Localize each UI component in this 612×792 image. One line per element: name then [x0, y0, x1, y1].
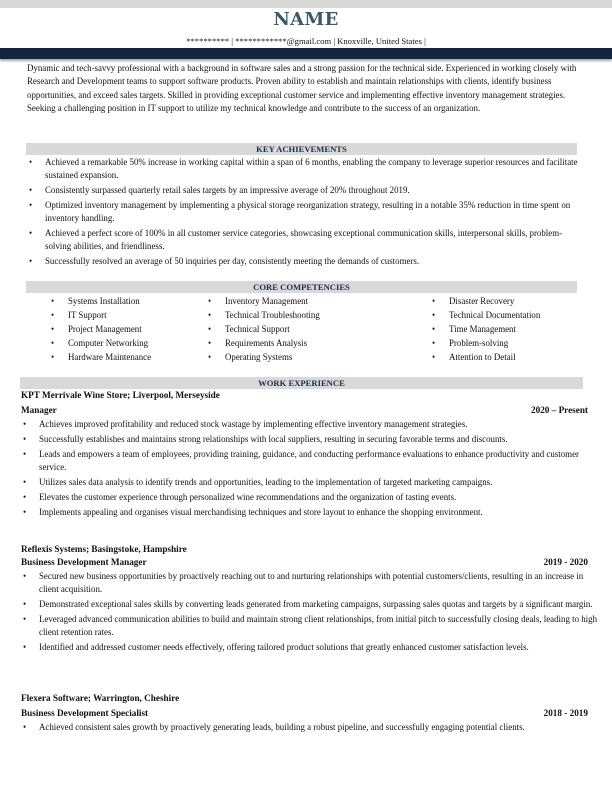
bullet-icon: •: [29, 256, 33, 267]
bullet-icon: •: [23, 491, 27, 502]
list-item: • Achieved consistent sales growth by proactively generating leads, building a robust pipeline, and successfully engaging potential clients.: [21, 721, 605, 734]
job-bullets: [21, 570, 605, 656]
professional-summary: Dynamic and tech-savvy professional with a background in software sales and a strong passion for the technical side. Experienced in working closely with Research and Development teams to support software products. Proven ability to establish and maintain relationships with clients, identify business opportunities, and exceed sales targets. Skilled in providing exceptional customer service and implementing effective inventory management strategies. Seeking a challenging position in IT support to utilize my technical knowledge and contribute to the success of an organization.: [27, 63, 577, 113]
bullet-icon: •: [23, 419, 27, 429]
section-heading-key-achievements: KEY ACHIEVEMENTS: [26, 143, 577, 155]
list-item: • Optimized inventory management by implementing a physical storage reorganization strategy, resulting in a notable 35% reduction in time spent on inventory handling.: [29, 199, 571, 224]
list-item: • Achieves improved profitability and reduced stock wastage by implementing effective inventory management strategies.: [21, 418, 589, 431]
bullet-icon: •: [29, 157, 33, 167]
job-dates: 2019 - 2020: [543, 557, 588, 567]
list-item: • Systems Installation: [51, 296, 140, 306]
list-item: • Achieved a remarkable 50% increase in working capital within a span of 6 months, enabling the company to leverage superior resources and facilitate sustained expansion.: [29, 157, 578, 181]
job-bullets: [21, 721, 605, 736]
list-item: • Leads and empowers a team of employees, providing training, guidance, and conducting performance evaluations to enhance productivity and customer service.: [23, 448, 579, 472]
bullet-icon: •: [208, 310, 212, 320]
list-item: • Problem-solving: [432, 338, 509, 348]
list-item: • IT Support: [51, 310, 107, 320]
bullet-icon: •: [51, 296, 55, 306]
list-item: • Identified and addressed customer needs effectively, offering tailored product solutions that greatly enhanced customer satisfaction levels.: [21, 641, 605, 654]
list-item: • Successfully resolved an average of 50 inquiries per day, consistently meeting the demands of customers.: [27, 255, 587, 268]
list-item: • Technical Documentation: [432, 310, 541, 320]
bullet-icon: •: [51, 352, 55, 362]
job-title: Business Development Manager: [21, 557, 147, 567]
bullet-icon: •: [51, 324, 55, 334]
bullet-icon: •: [23, 599, 27, 610]
bullet-icon: •: [432, 352, 436, 362]
bullet-icon: •: [432, 324, 436, 334]
list-item: • Secured new business opportunities by proactively reaching out to and nurturing relationships with potential customers/clients, resulting in an increase in client acquisition.: [23, 571, 584, 595]
job-dates: 2018 - 2019: [543, 708, 588, 718]
competencies-column-2: [206, 294, 320, 364]
list-item: • Achieved a perfect score of 100% in all customer service categories, showcasing exceptional communication skills, interpersonal skills, problem-solving abilities, and friendliness.: [29, 228, 563, 252]
list-item: • Operating Systems: [208, 352, 293, 362]
bullet-icon: •: [29, 199, 33, 210]
contact-line: ********** | ************@gmail.com | Knoxville, United States |: [186, 36, 426, 46]
bullet-icon: •: [29, 228, 33, 239]
list-item: • Implements appealing and organises visual merchandising techniques and store layout to enhance the shopping environment.: [21, 506, 589, 519]
list-item: • Project Management: [51, 324, 142, 334]
list-item: • Inventory Management: [208, 296, 309, 306]
competencies-column-1: [49, 294, 151, 364]
section-heading-work-experience: WORK EXPERIENCE: [20, 377, 583, 389]
bullet-icon: •: [23, 571, 27, 581]
list-item: • Technical Support: [208, 324, 290, 334]
list-item: • Successfully establishes and maintains strong relationships with local suppliers, resulting in securing favorable terms and discounts.: [21, 433, 589, 446]
bullet-icon: •: [208, 324, 212, 334]
bullet-icon: •: [23, 722, 27, 732]
top-gray-bar: [0, 0, 612, 8]
bullet-icon: •: [51, 310, 55, 320]
job-title: Business Development Specialist: [21, 708, 149, 718]
list-item: • Hardware Maintenance: [51, 352, 152, 362]
bullet-icon: •: [29, 185, 33, 196]
job-company: Flexera Software; Warrington, Cheshire: [21, 693, 180, 703]
list-item: • Computer Networking: [51, 338, 149, 348]
bullet-icon: •: [23, 613, 27, 624]
achievements-list: [27, 156, 587, 270]
job-bullets: [21, 418, 589, 521]
bullet-icon: •: [208, 352, 212, 362]
list-item: • Requirements Analysis: [208, 338, 308, 348]
job-dates: 2020 – Present: [531, 405, 588, 415]
bullet-icon: •: [432, 296, 436, 306]
competencies-column-3: [430, 294, 540, 364]
bullet-icon: •: [23, 448, 27, 459]
bullet-icon: •: [51, 338, 55, 348]
list-item: • Time Management: [432, 324, 516, 334]
bullet-icon: •: [23, 506, 27, 517]
header-divider-band: [0, 48, 612, 59]
list-item: • Disaster Recovery: [432, 296, 515, 306]
list-item: • Elevates the customer experience through personalized wine recommendations and the organization of tasting events.: [21, 491, 589, 504]
list-item: • Attention to Detail: [432, 352, 516, 362]
bullet-icon: •: [23, 642, 27, 653]
section-heading-core-competencies: CORE COMPETENCIES: [26, 281, 577, 293]
bullet-icon: •: [208, 296, 212, 306]
job-company: KPT Merrivale Wine Store; Liverpool, Merseyside: [21, 390, 220, 400]
job-company: Reflexis Systems; Basingstoke, Hampshire: [21, 544, 187, 554]
candidate-name: NAME: [273, 9, 339, 30]
list-item: • Demonstrated exceptional sales skills by converting leads generated from marketing campaigns, surpassing sales quotas and targets by a significant margin.: [21, 598, 605, 611]
bullet-icon: •: [23, 476, 27, 487]
bullet-icon: •: [23, 433, 27, 444]
list-item: • Utilizes sales data analysis to identify trends and opportunities, leading to the implementation of targeted marketing campaigns.: [21, 476, 589, 489]
bullet-icon: •: [208, 338, 212, 348]
list-item: • Leveraged advanced communication abilities to build and maintain strong client relationships, from initial pitch to successfully closing deals, leading to high client retention rates.: [23, 613, 598, 638]
bullet-icon: •: [432, 338, 436, 348]
list-item: • Technical Troubleshooting: [208, 310, 320, 320]
bullet-icon: •: [432, 310, 436, 320]
list-item: • Consistently surpassed quarterly retail sales targets by an impressive average of 20% throughout 2019.: [27, 184, 587, 197]
job-title: Manager: [21, 405, 57, 415]
